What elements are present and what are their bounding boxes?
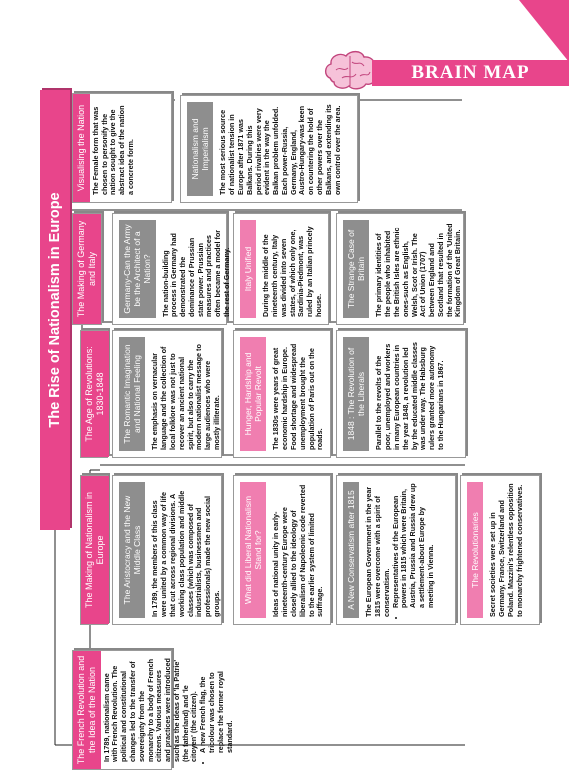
french-revolution-bullet: • A new French flag, the tricolour was chosen to replace the former royal standard. bbox=[199, 658, 234, 753]
french-revolution-text: In 1789, nationalism came with French Revolution. The political and constitutional changes led to the transfer of sovereignty from the monarchy to a body of French citizens. Various measures and practices were introduced such as the ideas of 'la Patrie' (the fatherland) and 'le citoyen' (the citizen). bbox=[101, 658, 199, 762]
revolutionaries-title: The Revolutionaries bbox=[467, 482, 483, 618]
italy-unified-title: Italy Unified bbox=[240, 220, 256, 318]
french-revolution-body bbox=[101, 651, 237, 769]
revolutionaries-text: Secret societies were set up in Germany, France, Switzerland and Poland. Mazzini's relentless opposition to monarchy frightened conservatives. bbox=[488, 483, 524, 617]
conservatism-bullet: • Representatives of the European powers in 1815 which were Britain, Austria, Prussia and Russia drew up a settlement-about Europe by meeting in Vienna. bbox=[392, 483, 436, 608]
root-node bbox=[40, 90, 70, 530]
aristocracy-text: In 1789, the members of this class were united by a common way of life that cut across regional divisions. A working class population and middle classes (which was composed of industrialists, businessmen and professionals) made the new social groups. bbox=[150, 490, 221, 617]
age-revolutions-node bbox=[80, 330, 108, 458]
imperialism-text: The most serious source of nationalist tension in Europe after 1871 was Balkans. During this period rivalries were very evident in the way the Balkan problem unfolded. Each power-Russia, Germany, England, Austro-Hungary-was keen on countering the hold of other powers over the Balkans, and extending its own control over the area. bbox=[218, 104, 342, 195]
liberal-nationalism-text: Ideas of national unity in early-nineteenth-century Europe were closely allied to the ideology of liberalism of Napoleonic code reverted to the earlier system of limited suffrage. bbox=[271, 484, 325, 617]
italy-unified-node bbox=[233, 213, 329, 325]
root-title: The Rise of Nationalism in Europe bbox=[47, 192, 63, 428]
liberals-text: Parallel to the revolts of the poor, unemployed and workers in many European countries in the year 1848, a revolution led by the educated middle classes was under way. The Habsburg rulers granted more autonomy to the Hungarians in 1867. bbox=[374, 342, 445, 450]
hunger-title: Hunger, Hardship and Popular Revolt bbox=[240, 337, 266, 451]
conservatism-title: A New Conservatism after 1815 bbox=[343, 482, 359, 618]
germany-italy-node bbox=[72, 213, 102, 325]
romantic-text: The emphasis on vernacular language and the collection of local folklore was not just to recover an ancient national spirit, but also to carry the modern nationalist message to large audiences who were mostly illiterate. bbox=[150, 344, 221, 450]
visualising-nation-text: The Female form that was chosen to personify the nation sought to give the abstract idea of the nation a concrete form. bbox=[90, 105, 135, 195]
age-revolutions-title: The Age of Revolutions: 1830-1848 bbox=[81, 331, 109, 457]
hunger-text: The 1830s were years of great economic hardship in Europe. Food shortage and widespread unemployment brought the population of Paris out on the roads. bbox=[271, 343, 325, 450]
visualising-nation-title: Visualising the Nation bbox=[73, 94, 90, 202]
britain-node bbox=[336, 213, 464, 325]
hunger-node bbox=[233, 330, 331, 458]
aristocracy-node bbox=[112, 475, 222, 625]
germany-italy-title: The Making of Germany and Italy bbox=[73, 214, 101, 324]
liberals-title: 1848 : The Revolution of the Liberals bbox=[343, 337, 369, 451]
britain-title: The Strange Case of Britain bbox=[343, 220, 369, 318]
germany-army-title: Germany-Can the Army be the Architect of a Nation? bbox=[119, 220, 156, 318]
making-nationalism-node bbox=[80, 475, 108, 625]
imperialism-title: Nationalism and Imperialism bbox=[187, 102, 213, 196]
french-revolution-title: The French Revolution and the Idea of the Nation bbox=[73, 651, 101, 769]
visualising-nation-node bbox=[72, 93, 172, 203]
liberals-node bbox=[336, 330, 466, 458]
germany-army-node bbox=[112, 213, 232, 325]
aristocracy-title: The Aristocracy and the New Middle Class bbox=[119, 482, 145, 618]
romantic-title: The Romantic Imagination and National Feeling bbox=[119, 337, 145, 451]
conservatism-paragraph: The European Government in the year 1815 were overcome with a spirit of conservatism. bbox=[364, 486, 391, 617]
conservatism-text bbox=[363, 476, 437, 624]
conservatism-node bbox=[336, 475, 456, 625]
revolutionaries-node bbox=[460, 475, 540, 625]
britain-text: The primary identities of the people who inhabited the British Isles are ethnic ones-such as English, Welsh, Scot or Irish. The Act of Union (1707) between England and Scotland that resulted in the formation of the 'United Kingdom of Great Britain. bbox=[374, 223, 463, 317]
brain-map-title: BRAIN MAP bbox=[411, 62, 530, 83]
liberal-nationalism-title: What did Liberal Nationalism Stand for? bbox=[240, 482, 266, 618]
french-revolution-node bbox=[72, 650, 234, 770]
imperialism-node bbox=[180, 95, 358, 203]
italy-unified-text: During the middle of the nineteenth century, Italy was divided into seven states, of which only one, Sardinia-Piedmont, was ruled by an Italian princely house. bbox=[261, 226, 323, 317]
liberal-nationalism-node bbox=[233, 475, 331, 625]
making-nationalism-title: The Making of Nationalism in Europe bbox=[81, 476, 109, 624]
germany-army-text: The nation-building process in Germany had demonstrated the dominance of Prussian state power. Prussian measures and practices often became a model for the rest of Germany. bbox=[160, 229, 232, 317]
romantic-node bbox=[112, 330, 222, 458]
